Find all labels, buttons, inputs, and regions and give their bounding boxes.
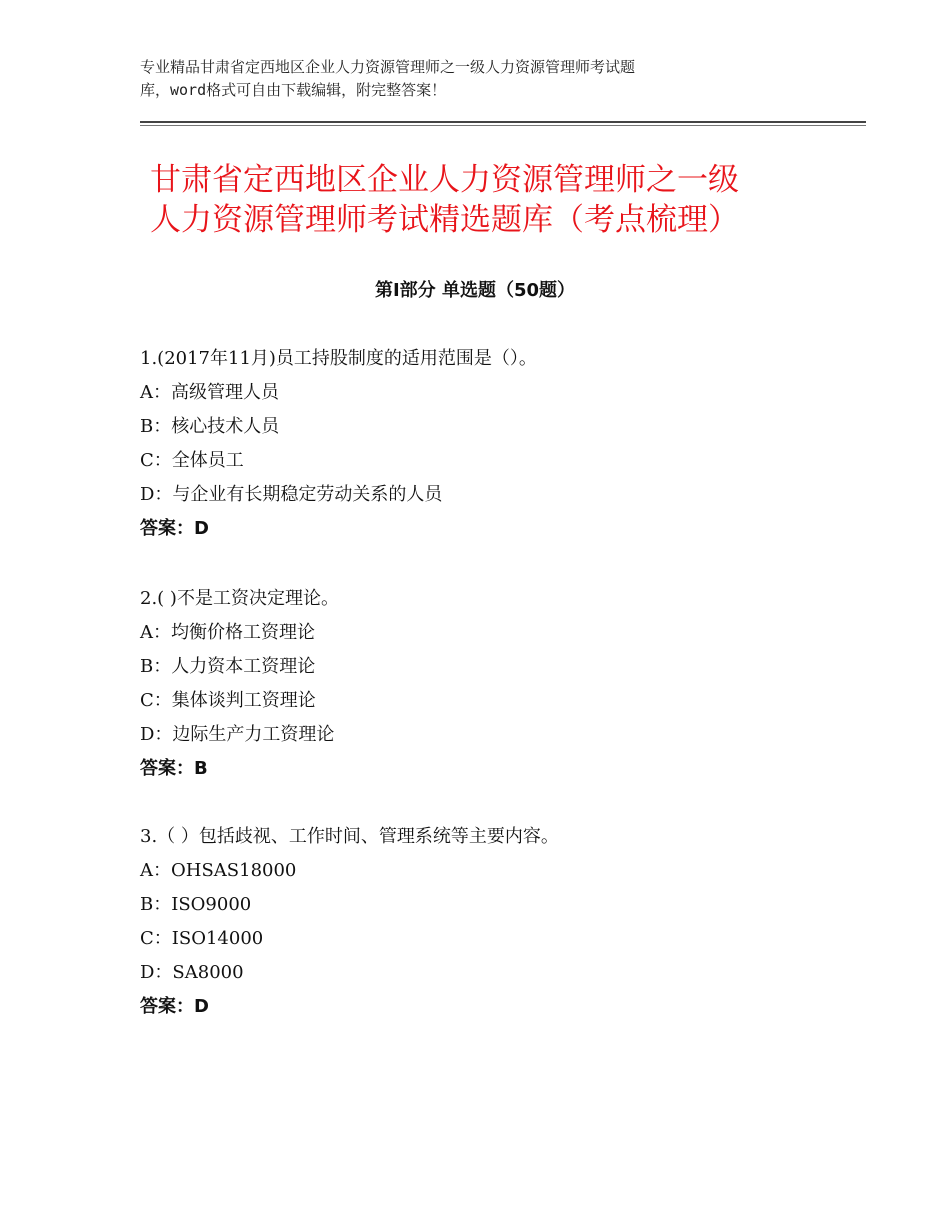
question-block-2 (140, 582, 840, 786)
option-d: D：SA8000 (140, 962, 244, 983)
option-b: B：人力资本工资理论 (140, 656, 316, 677)
option-d: D：边际生产力工资理论 (140, 724, 335, 745)
header-note-line-2: 库，word格式可自由下载编辑，附完整答案！ (140, 81, 447, 99)
document-title-line-1: 甘肃省定西地区企业人力资源管理师之一级 (150, 162, 739, 198)
document-header-note (140, 56, 780, 102)
option-b: B：核心技术人员 (140, 416, 280, 437)
question-stem: 3.（ ）包括歧视、工作时间、管理系统等主要内容。 (140, 826, 559, 847)
option-b: B：ISO9000 (140, 894, 252, 915)
answer-label: 答案：B (140, 758, 208, 779)
answer-label: 答案：D (140, 518, 209, 539)
header-divider-thin (140, 125, 866, 126)
question-block-3 (140, 820, 840, 1024)
section-title: 第Ⅰ部分 单选题（50题） (374, 280, 575, 301)
option-c: C：ISO14000 (140, 928, 264, 949)
header-note-line-1: 专业精品甘肃省定西地区企业人力资源管理师之一级人力资源管理师考试题 (140, 58, 636, 76)
question-block-1 (140, 342, 840, 546)
header-divider-thick (140, 121, 866, 123)
question-stem: 1.(2017年11月)员工持股制度的适用范围是（）。 (140, 348, 537, 369)
option-a: A：均衡价格工资理论 (140, 622, 315, 643)
document-title (150, 160, 850, 240)
option-a: A：高级管理人员 (140, 382, 279, 403)
option-a: A：OHSAS18000 (140, 860, 297, 881)
option-c: C：全体员工 (140, 450, 244, 471)
option-d: D：与企业有长期稳定劳动关系的人员 (140, 484, 443, 505)
question-stem: 2.( )不是工资决定理论。 (140, 588, 339, 609)
document-title-line-2: 人力资源管理师考试精选题库（考点梳理） (150, 202, 739, 238)
option-c: C：集体谈判工资理论 (140, 690, 316, 711)
answer-label: 答案：D (140, 996, 209, 1017)
